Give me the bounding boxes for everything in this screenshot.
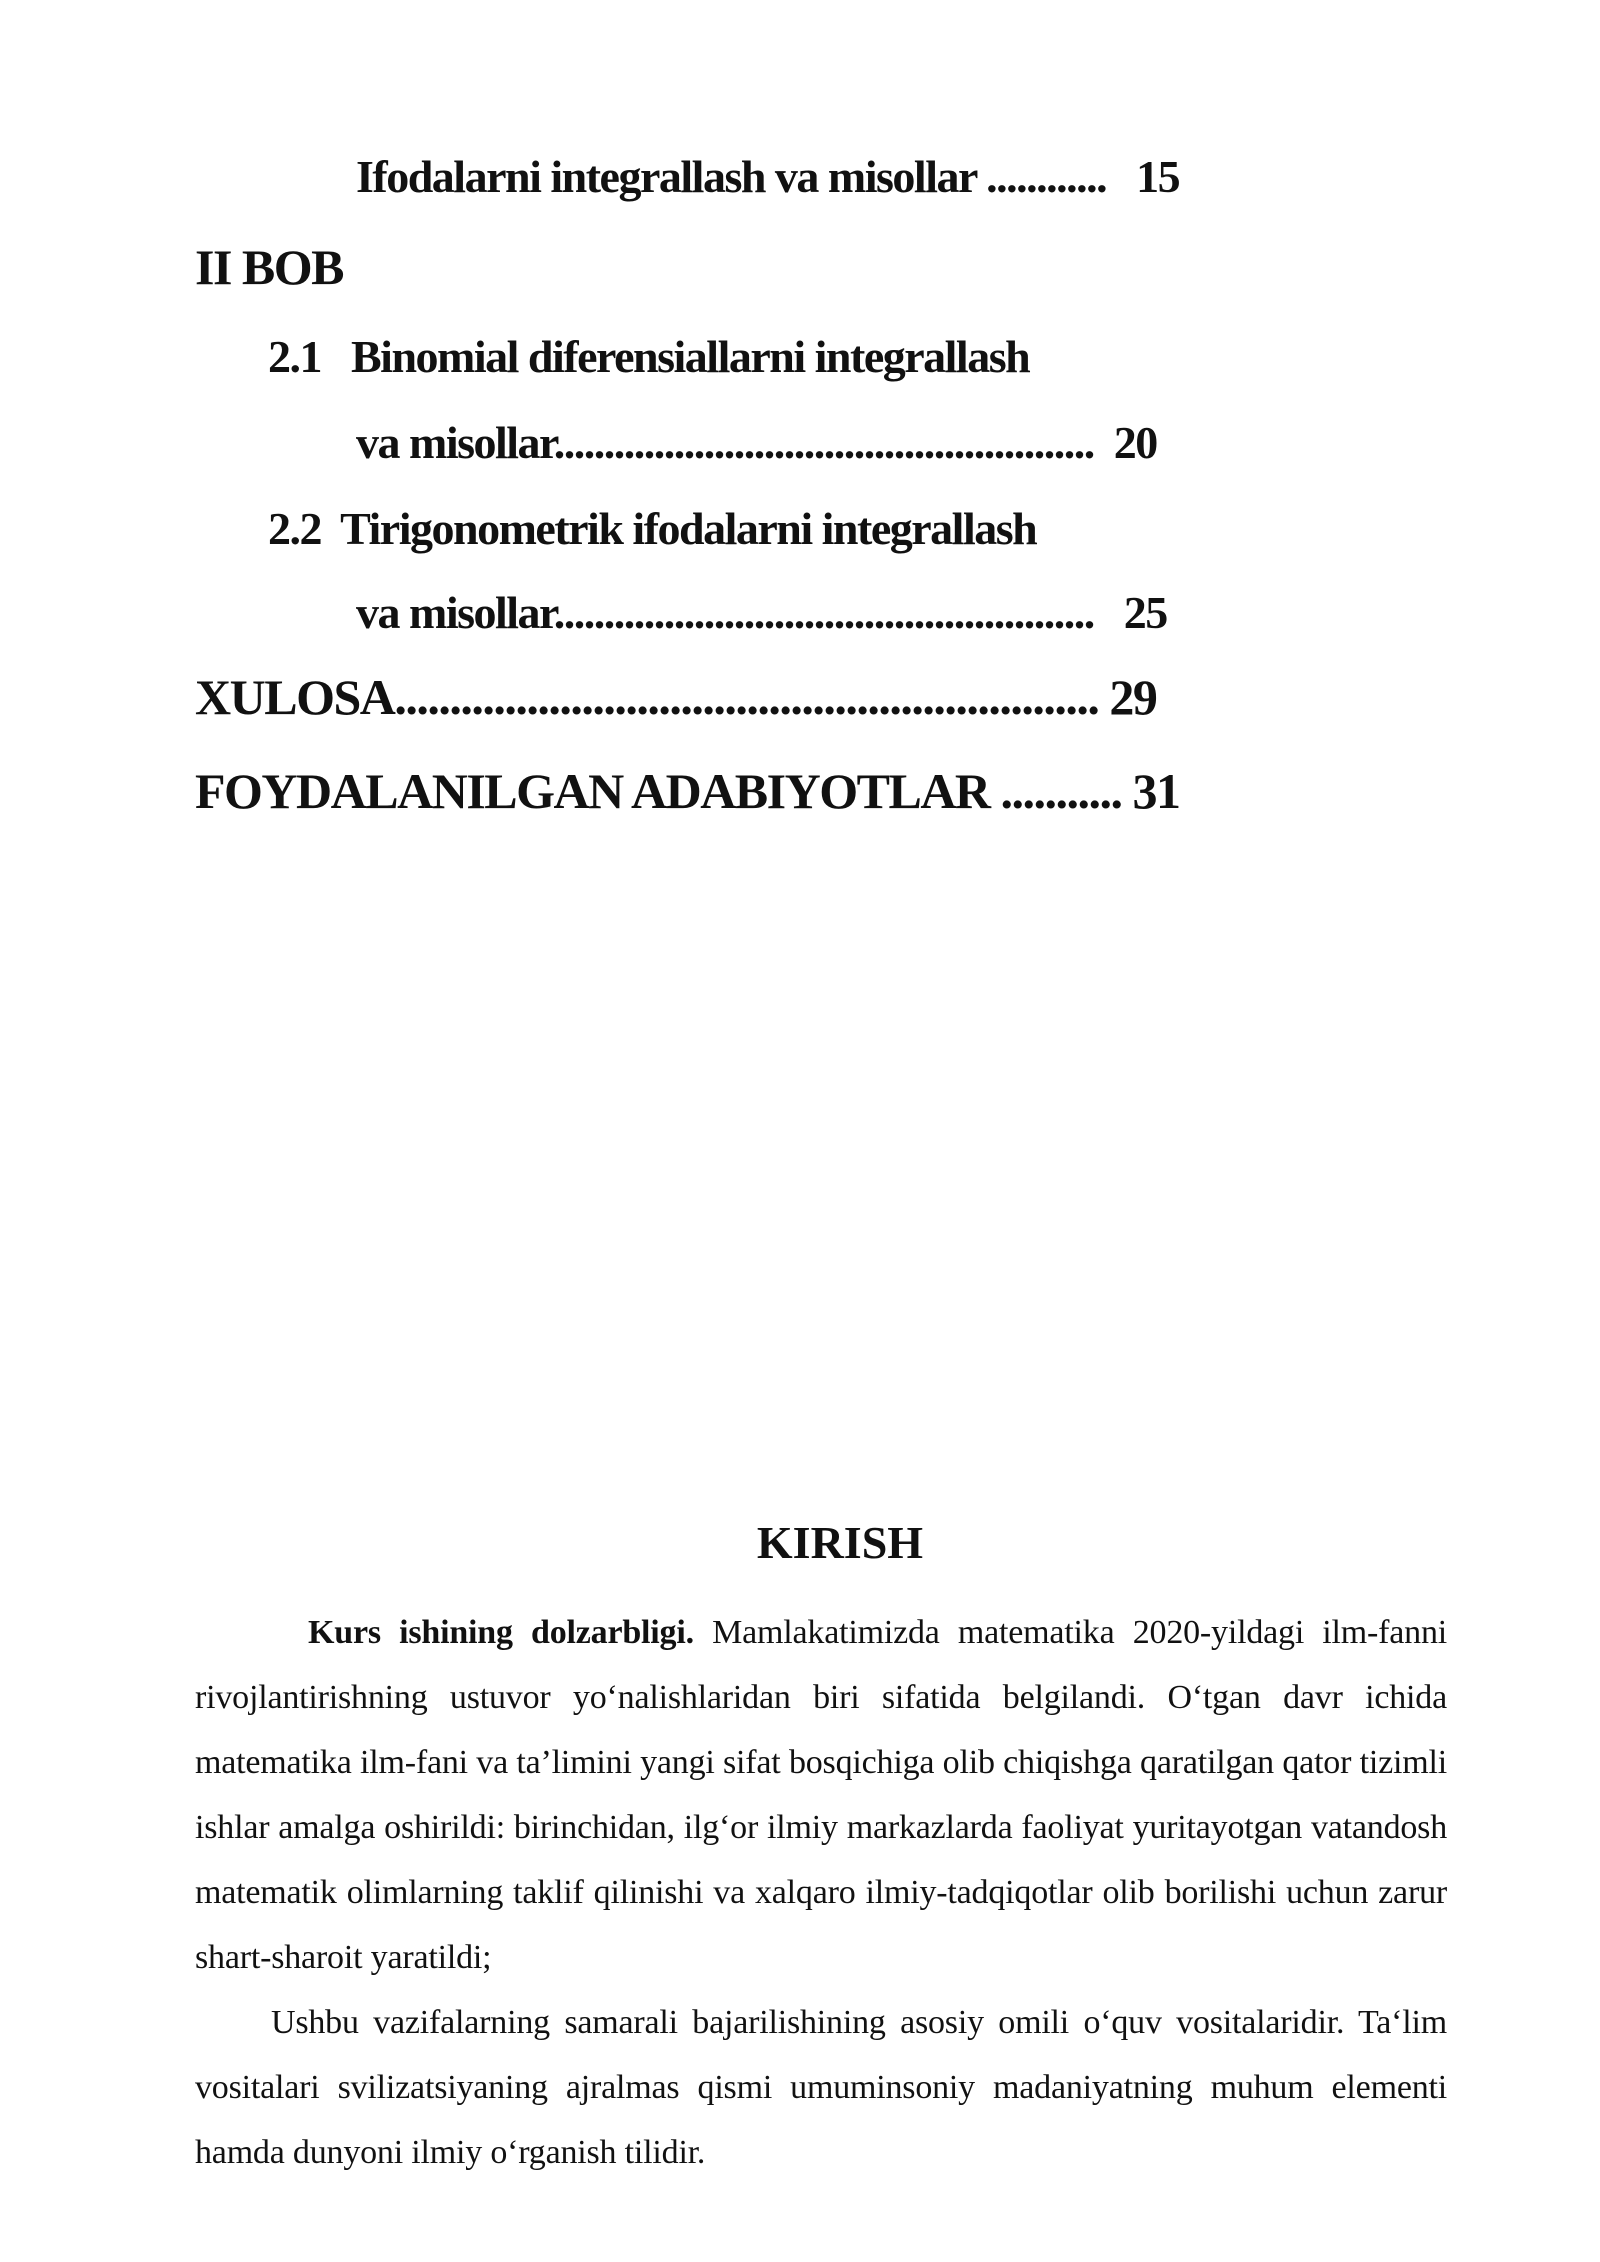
toc-chapter-2: II BOB [195,239,344,295]
lead-in-bold: Kurs ishining dolzarbligi. [308,1614,694,1651]
section-heading: KIRISH [756,1517,924,1568]
toc-entry-references: FOYDALANILGAN ADABIYOTLAR ........... 31 [195,763,1180,819]
toc-entry-2-2-page: va misollar...................................................... 25 [356,587,1167,638]
paragraph: Ushbu vazifalarning samarali bajarilishining asosiy omili o‘quv vositalaridir. Ta‘lim vositalari svilizatsiyaning ajralmas qismi umuminsoniy madaniyatning muhum elementi hamda dunyoni ilmiy o‘rganish tilidir. [195,2004,1447,2171]
toc-entry-conclusion: XULOSA................................................................ 29 [195,669,1157,725]
paragraph [195,1600,1447,1990]
toc-entry-2-2-title: 2.2 Tirigonometrik ifodalarni integrallash [268,503,1037,554]
toc-entry-integration: Ifodalarni integrallash va misollar ............ 15 [356,151,1180,202]
introduction-body [195,1600,1447,2185]
toc-entry-2-1-title: 2.1 Binomial diferensiallarni integrallash [268,331,1030,382]
paragraph-text: Mamlakatimizda matematika 2020-yildagi ilm-fanni rivojlantirishning ustuvor yo‘nalishlaridan biri sifatida belgilandi. O‘tgan davr ichida matematika ilm-fani va ta’limini yangi sifat bosqichiga olib chiqishga qaratilgan qator tizimli ishlar amalga oshirildi: birinchidan, ilg‘or ilmiy markazlarda faoliyat yuritayotgan vatandosh matematik olimlarning taklif qilinishi va xalqaro ilmiy-tadqiqotlar olib borilishi uchun zarur shart-sharoit yaratildi; [195,1614,1448,1976]
toc-entry-2-1-page: va misollar...................................................... 20 [356,417,1157,468]
